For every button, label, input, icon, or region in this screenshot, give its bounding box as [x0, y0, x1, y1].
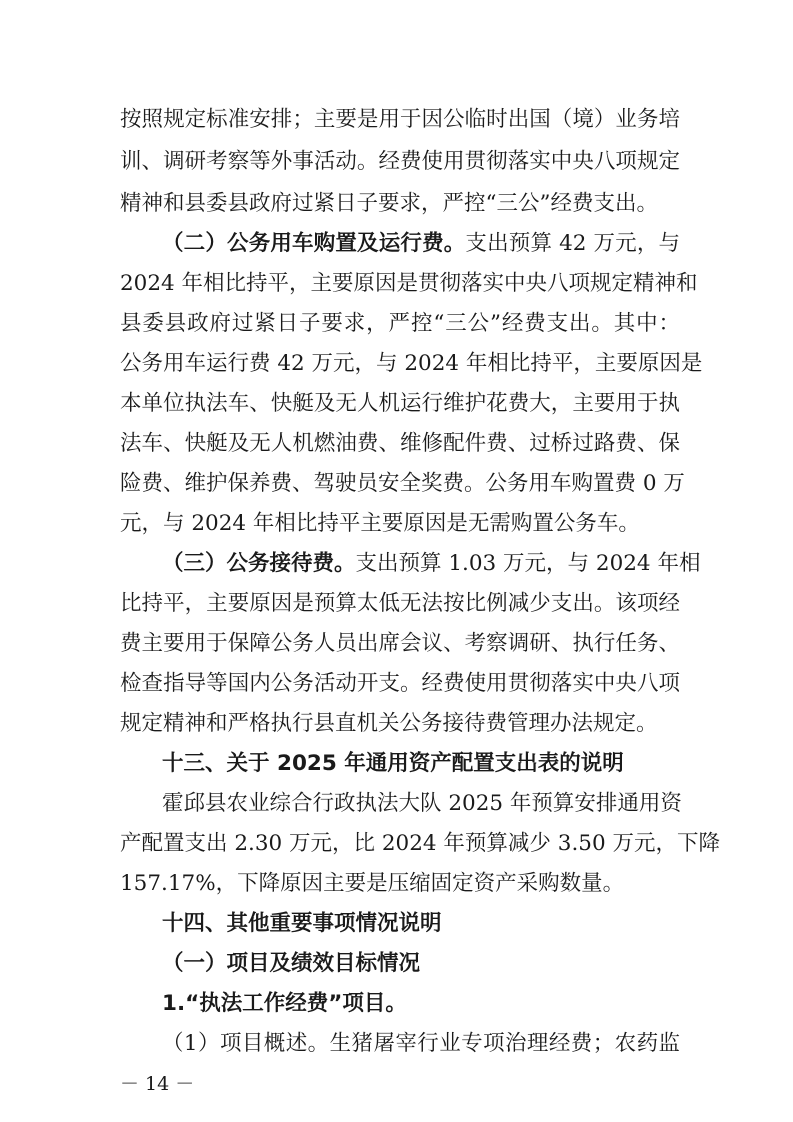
paragraph-line: 公务用车运行费 42 万元，与 2024 年相比持平，主要原因是	[120, 351, 703, 376]
subsection-heading: （一）项目及绩效目标情况	[162, 951, 421, 976]
bold-lead: （三）公务接待费。	[162, 551, 356, 576]
paragraph-line: 训、调研考察等外事活动。经费使用贯彻落实中央八项规定	[120, 149, 680, 174]
paragraph-line: 比持平，主要原因是预算太低无法按比例减少支出。该项经	[120, 591, 680, 616]
paragraph-line: 精神和县委县政府过紧日子要求，严控“三公”经费支出。	[120, 191, 658, 216]
bold-lead: （二）公务用车购置及运行费。	[162, 231, 466, 256]
paragraph-line: 检查指导等国内公务活动开支。经费使用贯彻落实中央八项	[120, 671, 680, 696]
paragraph-text: 支出预算 42 万元，与	[465, 231, 680, 256]
paragraph-first-line	[162, 544, 701, 584]
paragraph-text: 支出预算 1.03 万元，与 2024 年相	[355, 551, 701, 576]
section-heading: 十四、其他重要事项情况说明	[162, 911, 442, 936]
paragraph-line: 险费、维护保养费、驾驶员安全奖费。公务用车购置费 0 万	[120, 471, 685, 496]
paragraph-line: 按照规定标准安排；主要是用于因公临时出国（境）业务培	[120, 107, 680, 132]
paragraph-line: 元，与 2024 年相比持平主要原因是无需购置公务车。	[120, 511, 640, 536]
item-heading: 1.“执法工作经费”项目。	[162, 991, 407, 1016]
paragraph-line: 产配置支出 2.30 万元，比 2024 年预算减少 3.50 万元，下降	[120, 831, 720, 856]
paragraph-line: 费主要用于保障公务人员出席会议、考察调研、执行任务、	[120, 631, 680, 656]
paragraph-line: 本单位执法车、快艇及无人机运行维护花费大，主要用于执	[120, 391, 680, 416]
paragraph-line: 县委县政府过紧日子要求，严控“三公”经费支出。其中：	[120, 311, 680, 336]
paragraph-line: 157.17%，下降原因主要是压缩固定资产采购数量。	[120, 871, 625, 896]
paragraph-line: 法车、快艇及无人机燃油费、维修配件费、过桥过路费、保	[120, 431, 680, 456]
paragraph-first-line: 霍邱县农业综合行政执法大队 2025 年预算安排通用资	[162, 791, 682, 816]
section-heading: 十三、关于 2025 年通用资产配置支出表的说明	[162, 751, 624, 776]
paragraph-line: 2024 年相比持平，主要原因是贯彻落实中央八项规定精神和	[120, 271, 698, 296]
paragraph-first-line: （1）项目概述。生猪屠宰行业专项治理经费；农药监	[162, 1031, 680, 1056]
paragraph-first-line	[162, 224, 680, 264]
paragraph-line: 规定精神和严格执行县直机关公务接待费管理办法规定。	[120, 711, 658, 736]
page-number: － 14 －	[120, 1073, 195, 1095]
